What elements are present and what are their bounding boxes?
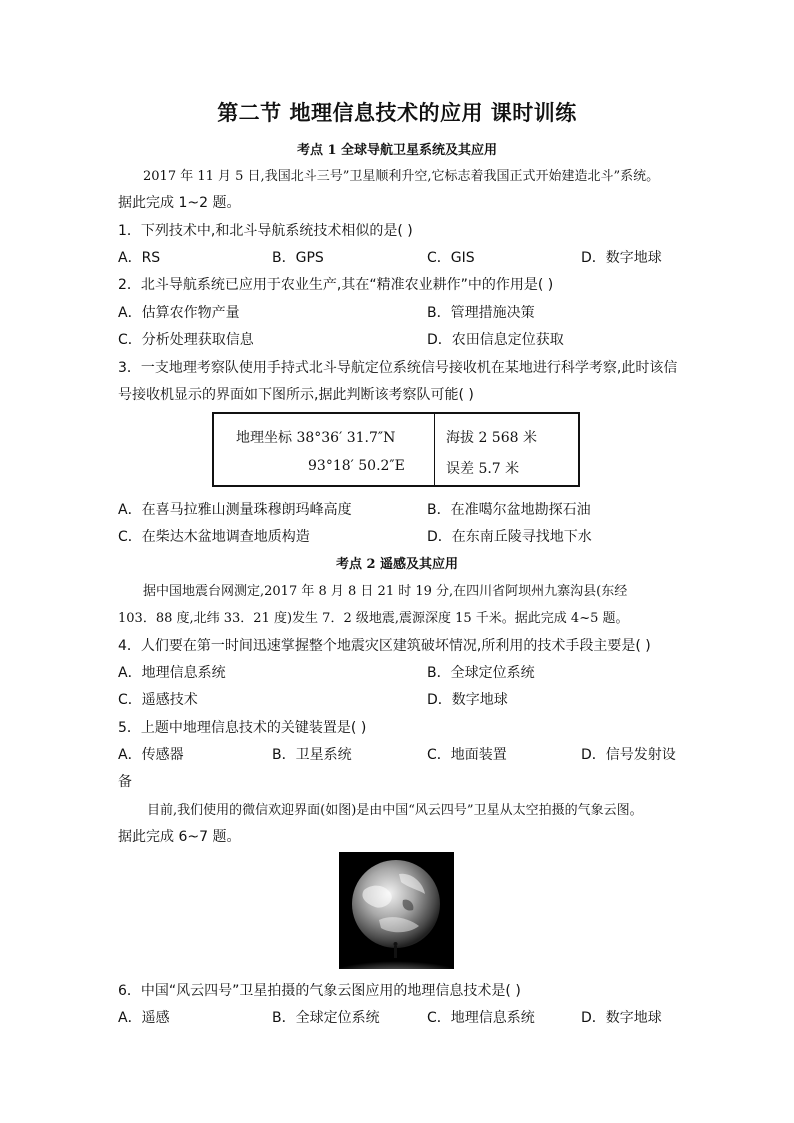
q4-option-c: C．遥感技术 bbox=[118, 692, 198, 708]
q5-option-b: B．卫星系统 bbox=[272, 747, 352, 763]
q6-option-d: D．数字地球 bbox=[581, 1010, 662, 1026]
section1-intro-line2: 据此完成 1~2 题。 bbox=[118, 195, 241, 211]
section2-intro-line2: 103．88 度,北纬 33．21 度)发生 7．2 级地震,震源深度 15 千米。据此完成 4~5 题。 bbox=[118, 611, 629, 626]
q5-option-c: C．地面装置 bbox=[427, 747, 507, 763]
section1-intro-line1: 2017 年 11 月 5 日,我国北斗三号”卫星顺利升空,它标志着我国正式开始建造北斗”系统。 bbox=[143, 169, 660, 184]
q4-option-a: A．地理信息系统 bbox=[118, 665, 226, 681]
q2-option-c: C．分析处理获取信息 bbox=[118, 332, 254, 348]
question-1-stem: 1．下列技术中,和北斗导航系统技术相似的是( ) bbox=[118, 223, 413, 239]
question-3-stem-line1: 3．一支地理考察队使用手持式北斗导航定位系统信号接收机在某地进行科学考察,此时该信 bbox=[118, 360, 678, 376]
q3-option-a: A．在喜马拉雅山测量珠穆朗玛峰高度 bbox=[118, 502, 352, 518]
q3-option-b: B．在准噶尔盆地勘探石油 bbox=[427, 502, 591, 518]
section3-intro-line2: 据此完成 6~7 题。 bbox=[118, 829, 241, 845]
question-6-stem: 6．中国“风云四号”卫星拍摄的气象云图应用的地理信息技术是( ) bbox=[118, 983, 521, 999]
q4-option-b: B．全球定位系统 bbox=[427, 665, 535, 681]
q1-option-a: A．RS bbox=[118, 250, 161, 266]
question-5-stem: 5．上题中地理信息技术的关键装置是( ) bbox=[118, 720, 367, 736]
q3-option-c: C．在柴达木盆地调查地质构造 bbox=[118, 529, 310, 545]
receiver-display-table bbox=[212, 412, 580, 487]
section2-intro-line1: 据中国地震台网测定,2017 年 8 月 8 日 21 时 19 分,在四川省阿坝州九寨沟县(东经 bbox=[143, 584, 628, 599]
page-title: 第二节 地理信息技术的应用 课时训练 bbox=[217, 100, 577, 125]
q5-option-d: D．信号发射设 bbox=[581, 747, 676, 763]
question-2-stem: 2．北斗导航系统已应用于农业生产,其在“精准农业耕作”中的作用是( ) bbox=[118, 277, 554, 293]
q5-option-d-wrap: 备 bbox=[118, 774, 132, 790]
earth-from-space-picture bbox=[339, 852, 454, 969]
q6-option-b: B．全球定位系统 bbox=[272, 1010, 380, 1026]
q2-option-b: B．管理措施决策 bbox=[427, 305, 535, 321]
coordinate-longitude: 93°18′ 50.2″E bbox=[308, 458, 405, 474]
q6-option-c: C．地理信息系统 bbox=[427, 1010, 535, 1026]
q2-option-a: A．估算农作物产量 bbox=[118, 305, 240, 321]
section3-intro-line1: 目前,我们使用的微信欢迎界面(如图)是由中国“风云四号”卫星从太空拍摄的气象云图。 bbox=[147, 803, 643, 818]
q1-option-b: B．GPS bbox=[272, 250, 324, 266]
altitude-value: 海拔 2 568 米 bbox=[446, 430, 537, 446]
q4-option-d: D．数字地球 bbox=[427, 692, 508, 708]
error-value: 误差 5.7 米 bbox=[446, 461, 520, 477]
question-3-stem-line2: 号接收机显示的界面如下图所示,据此判断该考察队可能( ) bbox=[118, 387, 474, 403]
q5-option-a: A．传感器 bbox=[118, 747, 184, 763]
coordinate-latitude: 地理坐标 38°36′ 31.7″N bbox=[236, 430, 396, 446]
section-heading-2: 考点 2 遥感及其应用 bbox=[335, 557, 459, 572]
table-divider bbox=[434, 414, 435, 485]
section-heading-1: 考点 1 全球导航卫星系统及其应用 bbox=[296, 143, 498, 158]
q3-option-d: D．在东南丘陵寻找地下水 bbox=[427, 529, 592, 545]
q2-option-d: D．农田信息定位获取 bbox=[427, 332, 564, 348]
question-4-stem: 4．人们要在第一时间迅速掌握整个地震灾区建筑破坏情况,所利用的技术手段主要是( ) bbox=[118, 638, 651, 654]
q6-option-a: A．遥感 bbox=[118, 1010, 170, 1026]
q1-option-d: D．数字地球 bbox=[581, 250, 662, 266]
q1-option-c: C．GIS bbox=[427, 250, 475, 266]
earth-satellite-image bbox=[339, 852, 454, 969]
